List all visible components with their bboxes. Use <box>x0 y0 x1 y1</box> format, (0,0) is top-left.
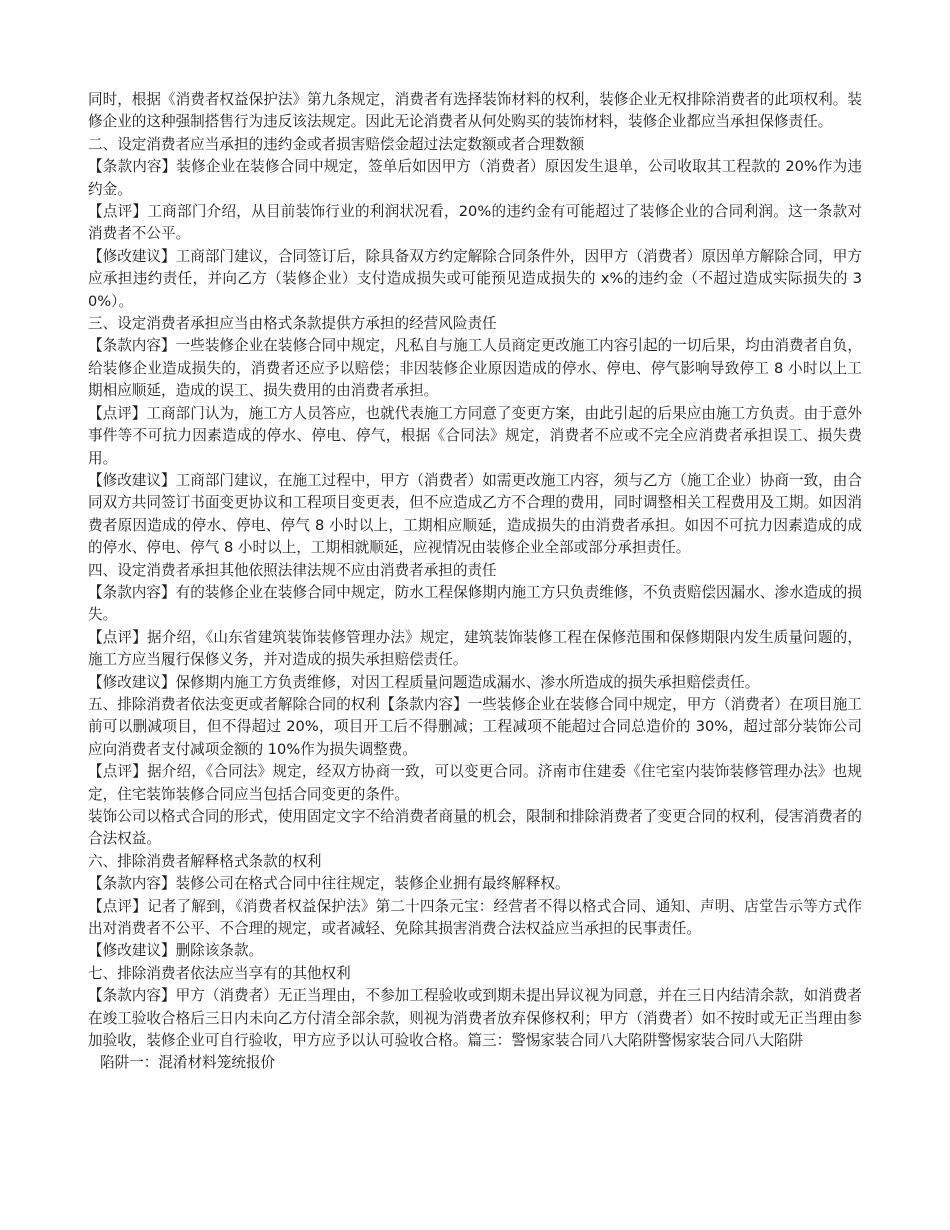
clause-content: 【条款内容】甲方（消费者）无正当理由，不参加工程验收或到期未提出异议视为同意，并在三日内结清余款，如消费者在竣工验收合格后三日内未向乙方付清全部余款，则视为消费者放弃保修权利；甲方（消费者）如不按时或无正当理由参加验收，装修企业可自行验收，甲方应予以认可验收合格。篇三：警惕家装合同八大陷阱警惕家装合同八大陷阱 <box>88 987 862 1050</box>
paragraph: 装饰公司以格式合同的形式，使用固定文字不给消费者商量的机会，限制和排除消费者了变更合同的权利，侵害消费者的合法权益。 <box>88 808 862 848</box>
section-heading: 三、设定消费者承担应当由格式条款提供方承担的经营风险责任 <box>88 315 497 333</box>
clause-comment: 【点评】工商部门认为，施工方人员答应，也就代表施工方同意了变更方案，由此引起的后果应由施工方负责。由于意外事件等不可抗力因素造成的停水、停电、停气，根据《合同法》规定，消费者不应或不完全应消费者承担误工、损失费用。 <box>88 404 862 467</box>
clause-comment: 【点评】工商部门介绍，从目前装饰行业的利润状况看，20%的违约金有可能超过了装修企业的合同利润。这一条款对消费者不公平。 <box>88 203 862 243</box>
clause-content: 【条款内容】装修企业在装修合同中规定，签单后如因甲方（消费者）原因发生退单，公司收取其工程款的 20%作为违约金。 <box>88 158 862 198</box>
clause-suggestion: 【修改建议】保修期内施工方负责维修，对因工程质量问题造成漏水、渗水所造成的损失承担赔偿责任。 <box>88 673 760 691</box>
clause-content: 【条款内容】有的装修企业在装修合同中规定，防水工程保修期内施工方只负责维修，不负责赔偿因漏水、渗水造成的损失。 <box>88 583 862 624</box>
clause-comment: 【点评】据介绍，《合同法》规定，经双方协商一致，可以变更合同。济南市住建委《住宅室内装饰装修管理办法》也规定，住宅装饰装修合同应当包括合同变更的条件。 <box>88 763 862 803</box>
clause-comment: 【点评】记者了解到，《消费者权益保护法》第二十四条元宝：经营者不得以格式合同、通知、声明、店堂告示等方式作出对消费者不公平、不合理的规定，或者减轻、免除其损害消费合法权益应当承担的民事责任。 <box>88 897 862 938</box>
document-body <box>88 89 862 1075</box>
section-heading: 七、排除消费者依法应当享有的其他权利 <box>88 964 351 982</box>
clause-content: 【条款内容】一些装修企业在装修合同中规定，凡私自与施工人员商定更改施工内容引起的一切后果，均由消费者自负，给装修企业造成损失的，消费者还应予以赔偿；非因装修企业原因造成的停水、停电、停气影响导致停工 8 小时以上工期相应顺延，造成的误工、损失费用的由消费者承担。 <box>88 337 862 400</box>
clause-suggestion: 【修改建议】工商部门建议，合同签订后，除具备双方约定解除合同条件外，因甲方（消费者）原因单方解除合同，甲方应承担违约责任，并向乙方（装修企业）支付造成损失或可能预见造成损失的 x%的违约金（不超过造成实际损失的 30%）。 <box>88 247 862 310</box>
clause-suggestion: 【修改建议】删除该条款。 <box>88 942 264 960</box>
section-heading-with-content: 五、排除消费者依法变更或者解除合同的权利【条款内容】一些装修企业在装修合同中规定，甲方（消费者）在项目施工前可以删减项目，但不得超过 20%，项目开工后不得删减；工程减项不能超过合同总造价的 30%，超过部分装饰公司应向消费者支付减项金额的 10%作为损失调整费。 <box>88 695 862 758</box>
clause-content: 【条款内容】装修公司在格式合同中往往规定，装修企业拥有最终解释权。 <box>88 875 570 893</box>
section-heading: 二、设定消费者应当承担的违约金或者损害赔偿金超过法定数额或者合理数额 <box>88 135 585 153</box>
trap-heading: 陷阱一：混淆材料笼统报价 <box>100 1054 276 1072</box>
paragraph: 同时，根据《消费者权益保护法》第九条规定，消费者有选择装饰材料的权利，装修企业无权排除消费者的此项权利。装修企业的这种强制搭售行为违反该法规定。因此无论消费者从何处购买的装饰材料，装修企业都应当承担保修责任。 <box>88 91 862 131</box>
clause-comment: 【点评】据介绍，《山东省建筑装饰装修管理办法》规定，建筑装饰装修工程在保修范围和保修期限内发生质量问题的，施工方应当履行保修义务，并对造成的损失承担赔偿责任。 <box>88 628 862 669</box>
section-heading: 四、设定消费者承担其他依照法律法规不应由消费者承担的责任 <box>88 561 497 579</box>
clause-suggestion: 【修改建议】工商部门建议，在施工过程中，甲方（消费者）如需更改施工内容，须与乙方（施工企业）协商一致，由合同双方共同签订书面变更协议和工程项目变更表，但不应造成乙方不合理的费用，同时调整相关工程费用及工期。如因消费者原因造成的停水、停电、停气 8 小时以上，工期相应顺延，造成损失的由消费者承担。如因不可抗力因素造成的成的停水、停电、停气 8 小时以上，工期相就顺延，应视情况由装修企业全部或部分承担责任。 <box>88 471 862 557</box>
section-heading: 六、排除消费者解释格式条款的权利 <box>88 852 322 870</box>
